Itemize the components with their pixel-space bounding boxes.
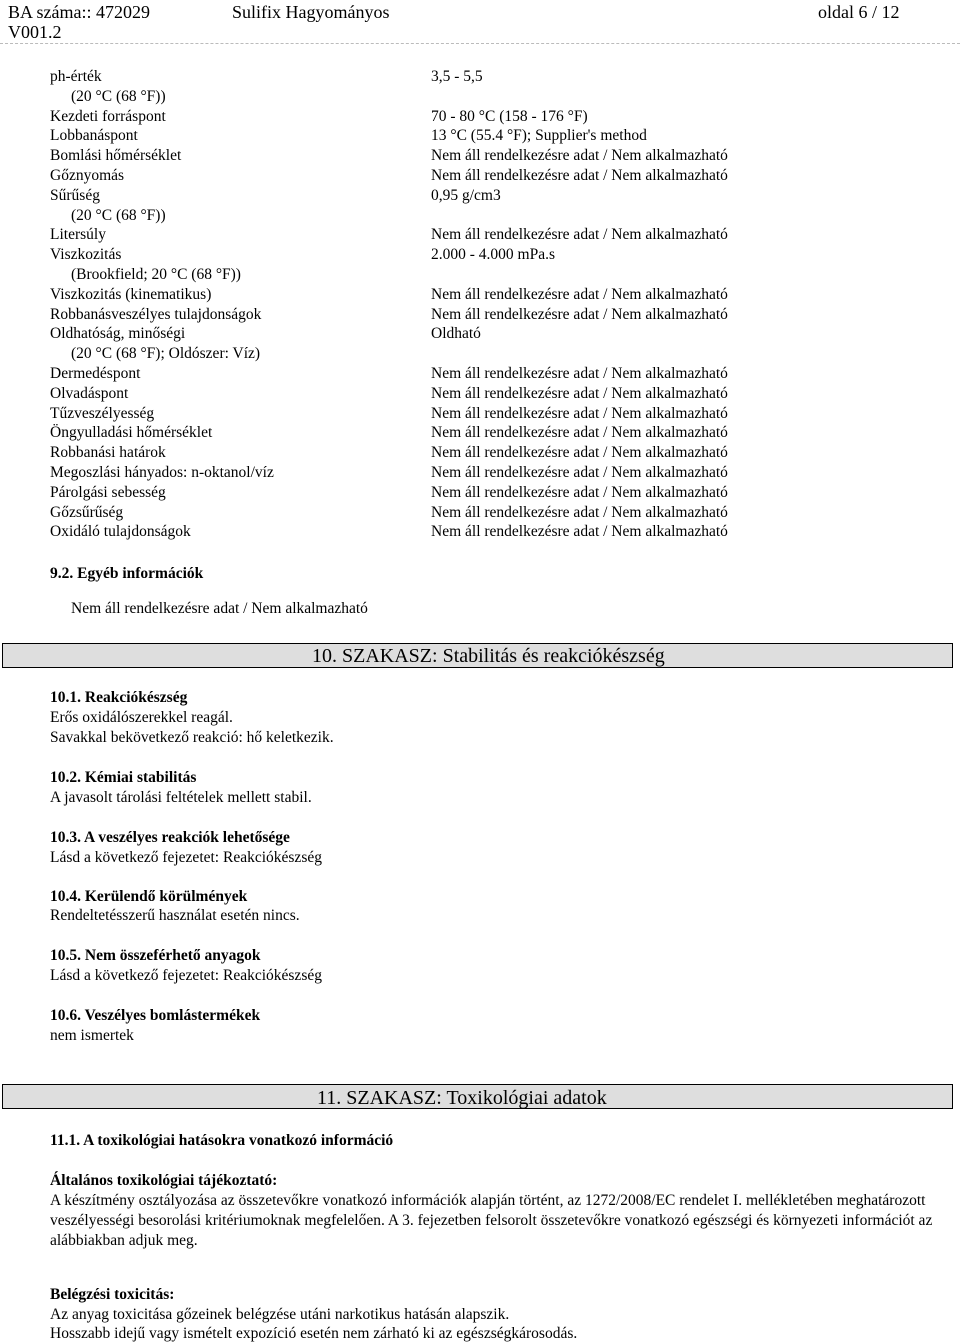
property-row: [0, 126, 960, 146]
property-value: Nem áll rendelkezésre adat / Nem alkalmazható: [431, 147, 728, 165]
section-10-4-title: 10.4. Kerülendő körülmények: [50, 888, 248, 905]
property-row: [0, 146, 960, 166]
property-value: Nem áll rendelkezésre adat / Nem alkalmazható: [431, 305, 728, 323]
property-row: [0, 443, 960, 463]
property-label: Olvadáspont: [50, 384, 129, 402]
section-10-1-line2: Savakkal bekövetkező reakció: hő keletkezik.: [50, 729, 334, 746]
product-name: Sulifix Hagyományos: [232, 2, 390, 22]
property-label: Viszkozitás (kinematikus): [50, 285, 212, 303]
section-9-2-text: Nem áll rendelkezésre adat / Nem alkalmazható: [71, 600, 368, 617]
property-label: Kezdeti forráspont: [50, 107, 166, 125]
property-row: [0, 206, 960, 226]
property-label: Gőzsűrűség: [50, 503, 124, 521]
property-label: Párolgási sebesség: [50, 483, 166, 501]
section-10-6-text: nem ismertek: [50, 1027, 134, 1044]
property-row: [0, 483, 960, 503]
section-10-title: 10. SZAKASZ: Stabilitás és reakciókészség: [312, 645, 665, 667]
section-10-1-line1: Erős oxidálószerekkel reagál.: [50, 709, 233, 726]
property-value: 3,5 - 5,5: [431, 68, 483, 85]
property-row: [0, 364, 960, 384]
property-row: [0, 225, 960, 245]
property-row: [0, 324, 960, 344]
property-label: Oxidáló tulajdonságok: [50, 523, 191, 541]
property-label: Tűzveszélyesség: [50, 404, 155, 422]
section-11-title: 11. SZAKASZ: Toxikológiai adatok: [317, 1087, 607, 1109]
section-10-3-text: Lásd a következő fejezetet: Reakciókészség: [50, 849, 322, 866]
property-label: (20 °C (68 °F)): [71, 87, 166, 105]
property-label: Dermedéspont: [50, 364, 141, 382]
property-label: Viszkozitás: [50, 246, 122, 264]
property-row: [0, 384, 960, 404]
property-value: 0,95 g/cm3: [431, 186, 501, 204]
inhalation-toxicity-line2: Hosszabb idejű vagy ismételt expozíció esetén nem zárható ki az egészségkárosodás.: [50, 1325, 578, 1342]
property-value: 70 - 80 °C (158 - 176 °F): [431, 107, 588, 125]
property-row: [0, 245, 960, 265]
property-value: Nem áll rendelkezésre adat / Nem alkalmazható: [431, 384, 728, 402]
property-value: Nem áll rendelkezésre adat / Nem alkalmazható: [431, 226, 728, 244]
property-row: [0, 503, 960, 523]
property-row: [0, 265, 960, 285]
section-10-2-title: 10.2. Kémiai stabilitás: [50, 769, 197, 786]
property-value: Nem áll rendelkezésre adat / Nem alkalmazható: [431, 463, 728, 481]
property-label: ph-érték: [50, 68, 102, 85]
property-row: [0, 463, 960, 483]
section-11-1-title: 11.1. A toxikológiai hatásokra vonatkozó információ: [50, 1132, 394, 1149]
header-divider: [0, 43, 960, 44]
page-number: oldal 6 / 12: [818, 2, 900, 22]
property-label: Sűrűség: [50, 186, 100, 204]
property-value: Nem áll rendelkezésre adat / Nem alkalmazható: [431, 503, 728, 521]
section-9-2-title: 9.2. Egyéb információk: [50, 565, 204, 582]
inhalation-toxicity-line1: Az anyag toxicitása gőzeinek belégzése utáni narkotikus hatásán alapszik.: [50, 1306, 510, 1323]
property-label: Oldhatóság, minőségi: [50, 325, 186, 343]
property-label: Robbanási határok: [50, 444, 166, 462]
property-value: Nem áll rendelkezésre adat / Nem alkalmazható: [431, 483, 728, 501]
section-10-5-title: 10.5. Nem összeférhető anyagok: [50, 947, 261, 964]
property-label: Megoszlási hányados: n-oktanol/víz: [50, 463, 274, 481]
section-10-3-title: 10.3. A veszélyes reakciók lehetősége: [50, 829, 290, 846]
section-10-6-title: 10.6. Veszélyes bomlástermékek: [50, 1007, 261, 1024]
property-value: Nem áll rendelkezésre adat / Nem alkalmazható: [431, 404, 728, 422]
property-row: [0, 522, 960, 542]
property-row: [0, 423, 960, 443]
property-value: Nem áll rendelkezésre adat / Nem alkalmazható: [431, 523, 728, 541]
section-10-1-title: 10.1. Reakciókészség: [50, 689, 188, 706]
property-label: Gőznyomás: [50, 166, 125, 184]
section-10-4-text: Rendeltetésszerű használat esetén nincs.: [50, 907, 300, 924]
section-11-banner: [2, 1084, 953, 1109]
property-value: Oldható: [431, 325, 481, 343]
document-number: BA száma:: 472029: [8, 2, 150, 22]
property-row: [0, 404, 960, 424]
property-value: 13 °C (55.4 °F); Supplier's method: [431, 127, 647, 145]
section-10-5-text: Lásd a következő fejezetet: Reakciókészség: [50, 967, 322, 984]
property-row: [0, 67, 960, 87]
property-label: (20 °C (68 °F); Oldószer: Víz): [71, 345, 261, 363]
property-value: Nem áll rendelkezésre adat / Nem alkalmazható: [431, 444, 728, 462]
property-list: [0, 67, 960, 542]
property-label: Litersúly: [50, 226, 106, 244]
section-10-2-text: A javasolt tárolási feltételek mellett stabil.: [50, 789, 312, 806]
property-row: [0, 305, 960, 325]
property-value: Nem áll rendelkezésre adat / Nem alkalmazható: [431, 364, 728, 382]
property-label: Öngyulladási hőmérséklet: [50, 424, 213, 442]
page-header: [0, 0, 960, 44]
property-label: Lobbanáspont: [50, 127, 138, 145]
section-10-banner: [2, 643, 953, 668]
property-row: [0, 87, 960, 107]
property-label: Robbanásveszélyes tulajdonságok: [50, 305, 262, 323]
property-row: [0, 166, 960, 186]
property-value: 2.000 - 4.000 mPa.s: [431, 246, 555, 264]
property-value: Nem áll rendelkezésre adat / Nem alkalmazható: [431, 424, 728, 442]
property-row: [0, 107, 960, 127]
version-label: V001.2: [8, 22, 62, 42]
property-label: (20 °C (68 °F)): [71, 206, 166, 224]
property-value: Nem áll rendelkezésre adat / Nem alkalmazható: [431, 285, 728, 303]
property-row: [0, 285, 960, 305]
property-label: Bomlási hőmérséklet: [50, 147, 182, 165]
general-toxicology-title: Általános toxikológiai tájékoztató:: [50, 1172, 278, 1189]
property-label: (Brookfield; 20 °C (68 °F)): [71, 265, 241, 283]
general-toxicology-text: A készítmény osztályozása az összetevőkre vonatkozó információk alapján történt, az 1272/2008/EC rendelet I. mellékletében meghatározott veszélyességi besorolási kritériumoknak megfelelően. A 3. fejezetben felsorolt összetevőkre vonatkozó egészségi és környezeti információt az alábbiakban adjuk meg.: [50, 1192, 933, 1249]
property-row: [0, 186, 960, 206]
property-row: [0, 344, 960, 364]
inhalation-toxicity-title: Belégzési toxicitás:: [50, 1286, 175, 1303]
property-value: Nem áll rendelkezésre adat / Nem alkalmazható: [431, 166, 728, 184]
